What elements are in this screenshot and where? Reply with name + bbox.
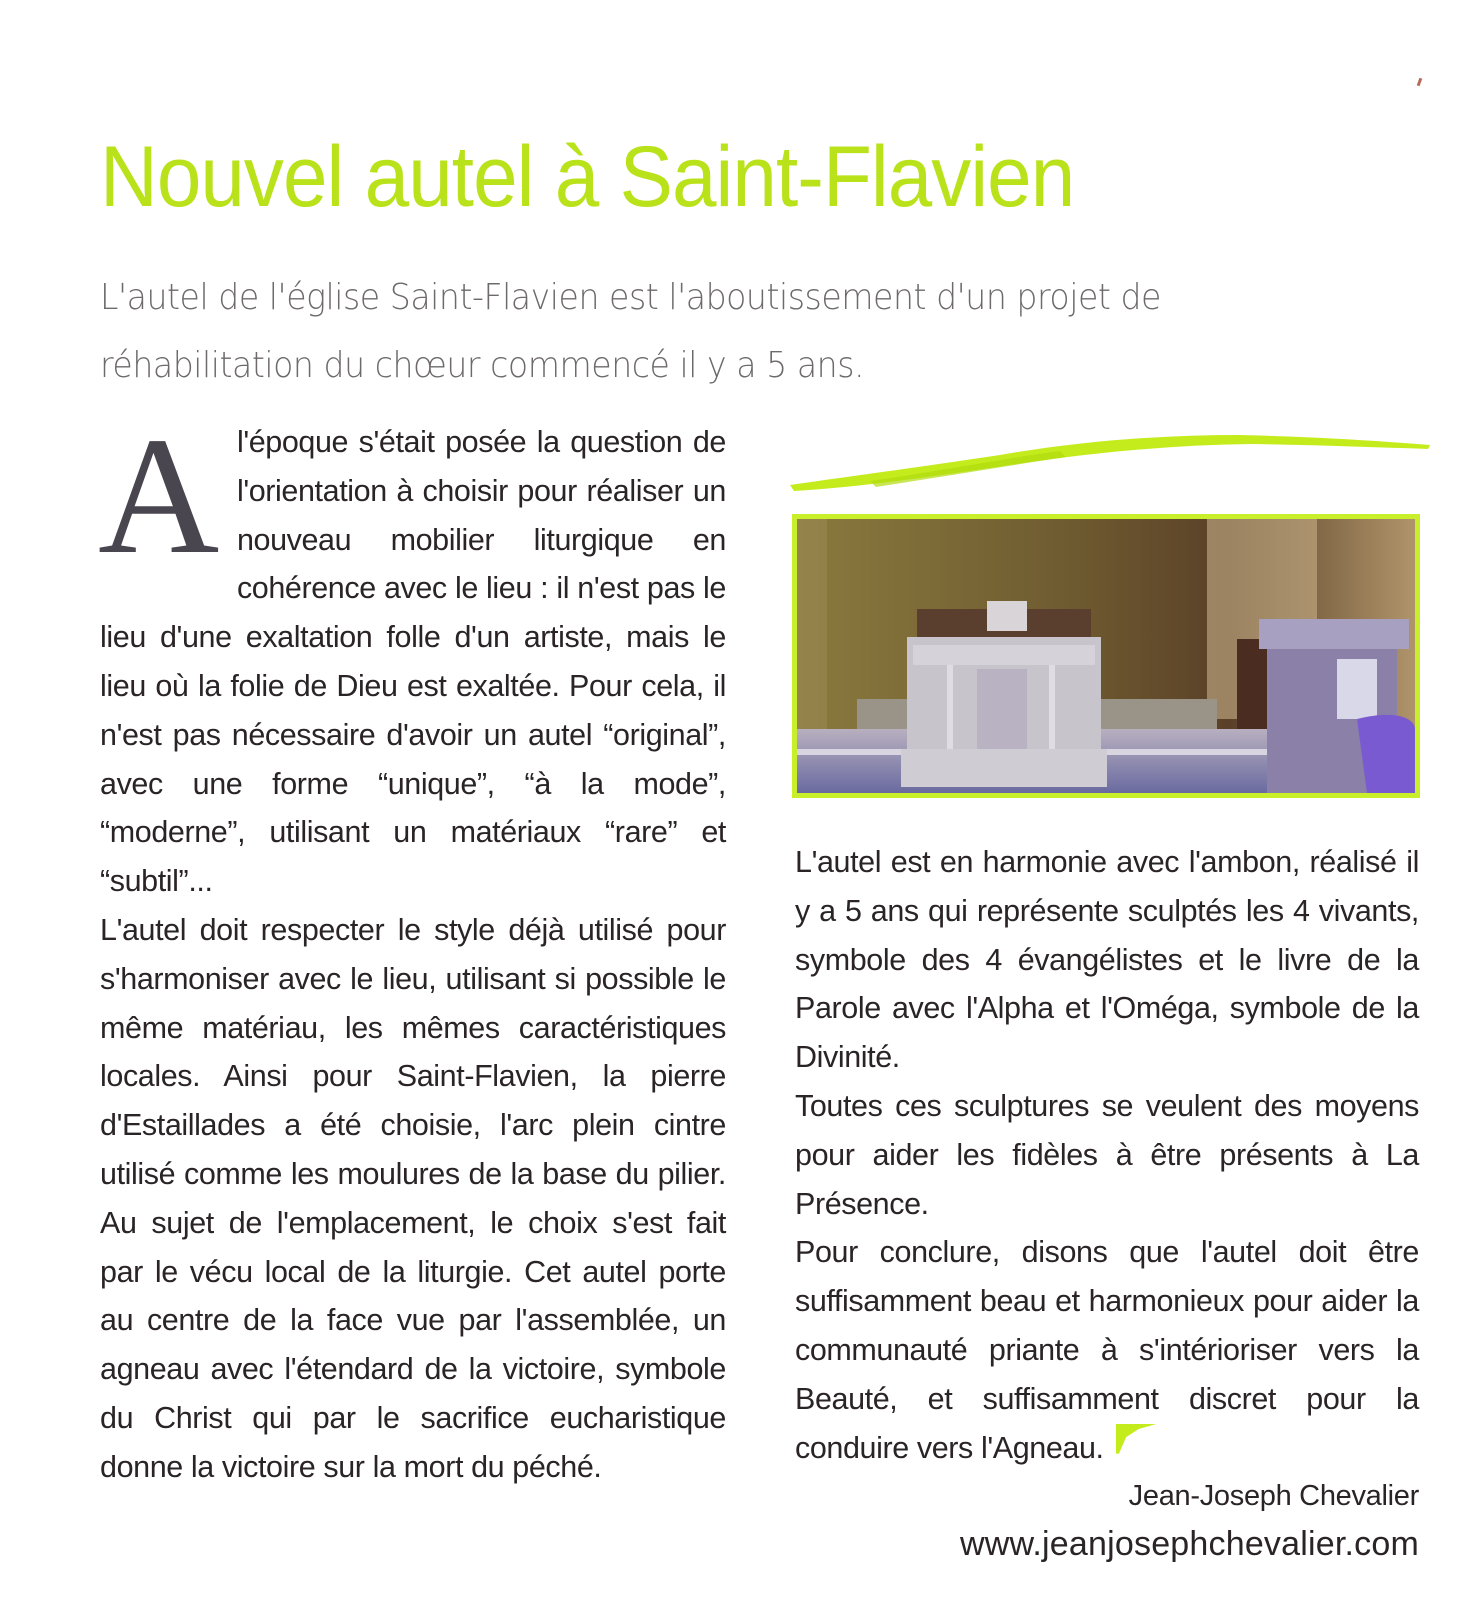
- left-paragraph-2: L'autel doit respecter le style déjà utilisé pour s'harmoniser avec le lieu, utilisant si possible le même matériau, les mêmes caractéristiques locales. Ainsi pour Saint-Flavien, la pierre d'Estaillades a été choisie, l'arc plein cintre utilisé comme les moulures de la base du pilier. Au sujet de l'emplacement, le choix s'est fait par le vécu local de la liturgie. Cet autel porte au centre de la face vue par l'assemblée, un agneau avec l'étendard de la victoire, symbole du Christ qui par le sacrifice eucharistique donne la victoire sur la mort du péché.: [100, 912, 726, 1484]
- left-column: [98, 403, 726, 1492]
- altar-photo: [792, 514, 1420, 798]
- left-paragraph-1-text: l'époque s'était posée la question de l'orientation à choisir pour réaliser un nouveau mobilier liturgique en cohérence avec le lieu : il n'est pas le lieu d'une exaltation folle d'un artiste, mais le lieu où la folie de Dieu est exaltée. Pour cela, il n'est pas nécessaire d'avoir un autel “original”, avec une forme “unique”, “à la mode”, “moderne”, utilisant un matériaux “rare” et “subtil”...: [100, 425, 726, 899]
- altar-photo-image: [797, 519, 1415, 793]
- brush-stroke-decoration: [780, 415, 1440, 495]
- right-column: [795, 838, 1419, 1472]
- end-mark-icon: [1116, 1424, 1158, 1454]
- left-paragraph-1: [98, 403, 726, 906]
- scan-speck: [1417, 78, 1423, 87]
- right-paragraph-3-text: Pour conclure, disons que l'autel doit être suffisamment beau et harmonieux pour aider la communauté priante à s'intérioriser vers la Beauté, et suffisamment discret pour la conduire vers l'Agneau.: [795, 1235, 1419, 1465]
- author-website-link[interactable]: www.jeanjosephchevalier.com: [960, 1525, 1419, 1563]
- right-paragraph-2: Toutes ces sculptures se veulent des moyens pour aider les fidèles à être présents à La Présence.: [795, 1088, 1419, 1221]
- article-lead: L'autel de l'église Saint-Flavien est l'aboutissement d'un projet de réhabilitation du chœur commencé il y a 5 ans.: [100, 277, 1161, 386]
- drop-cap: A: [98, 403, 219, 589]
- article-title: Nouvel autel à Saint-Flavien: [100, 129, 1075, 225]
- author-name: Jean-Joseph Chevalier: [1128, 1480, 1419, 1512]
- right-paragraph-1: L'autel est en harmonie avec l'ambon, réalisé il y a 5 ans qui représente sculptés les 4 vivants, symbole des 4 évangélistes et le livre de la Parole avec l'Alpha et l'Oméga, symbole de la Divinité.: [795, 845, 1419, 1075]
- right-paragraph-3: [795, 1228, 1419, 1472]
